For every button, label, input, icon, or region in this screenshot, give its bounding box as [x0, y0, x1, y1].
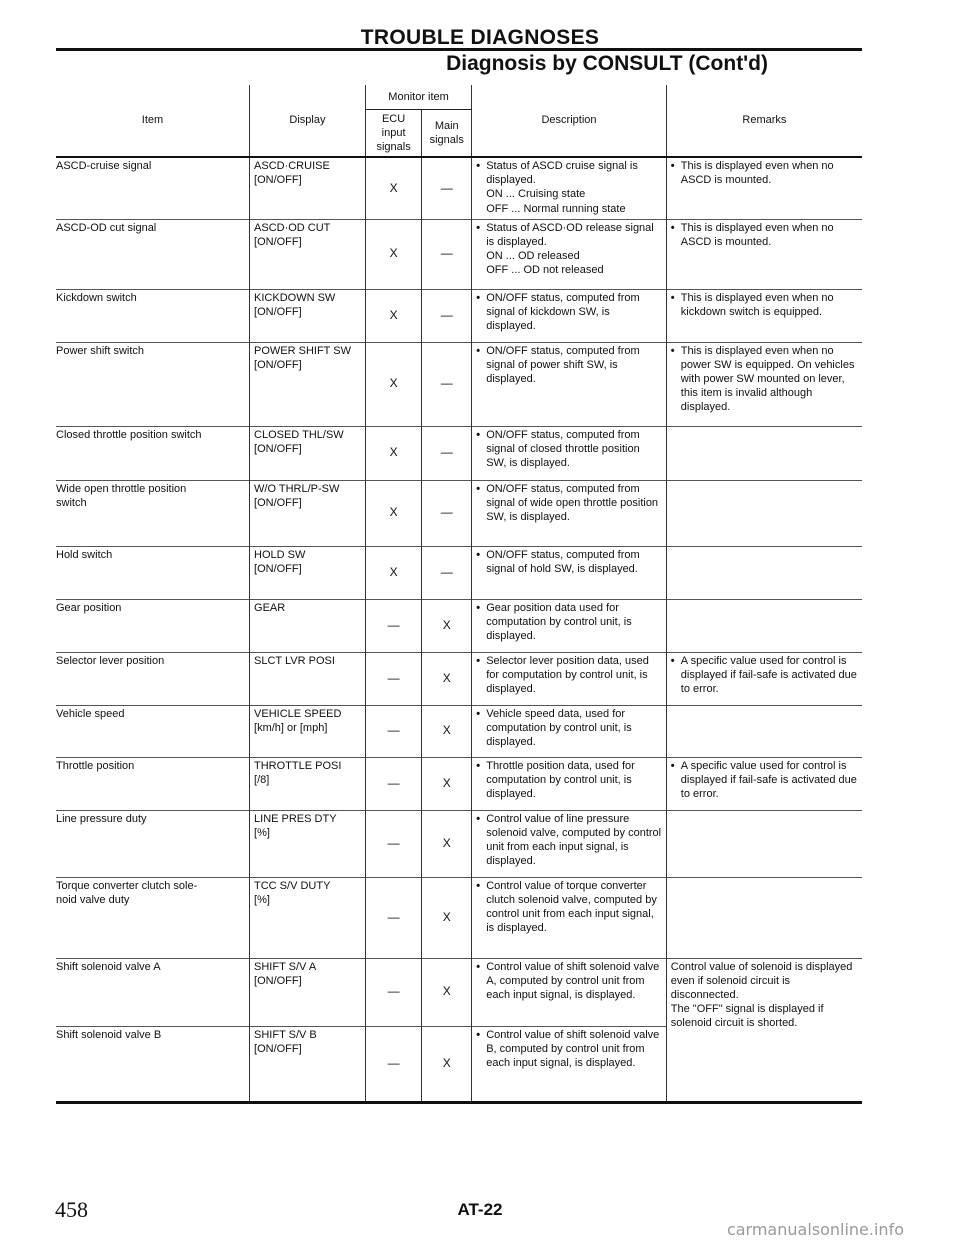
row-description: • Control value of shift solenoid valve B, computed by control unit from each input signal, is displayed.: [472, 1026, 667, 1102]
row-description: • ON/OFF status, computed from signal of closed throttle position SW, is displayed.: [472, 426, 667, 480]
table-row: [56, 157, 862, 219]
col-header-ecu-input: ECU input signals: [365, 110, 421, 158]
watermark: carmanualsonline.info: [726, 1220, 904, 1239]
row-main-mark: X: [422, 599, 472, 652]
diagnosis-table: [56, 85, 862, 1104]
row-item: Torque converter clutch sole- noid valve duty: [56, 879, 198, 906]
page-subtitle: Diagnosis by CONSULT (Cont'd): [446, 52, 768, 75]
row-main-mark: —: [422, 480, 472, 546]
row-description: • Control value of shift solenoid valve A, computed by control unit from each input signal, is displayed.: [472, 958, 667, 1026]
table-row: [56, 652, 862, 705]
row-description: • ON/OFF status, computed from signal of wide open throttle position SW, is displayed.: [472, 480, 667, 546]
table-body: [56, 157, 862, 1102]
col-header-main-signals: Main signals: [422, 110, 472, 158]
row-main-mark: X: [422, 958, 472, 1026]
col-header-display: Display: [250, 85, 366, 157]
row-item: Throttle position: [56, 759, 135, 772]
row-main-mark: —: [422, 426, 472, 480]
row-ecu-mark: —: [365, 757, 421, 810]
row-item: Wide open throttle position switch: [56, 482, 187, 509]
table-row: [56, 810, 862, 877]
row-remarks: [666, 810, 862, 877]
row-ecu-mark: X: [365, 157, 421, 219]
row-item: Shift solenoid valve B: [56, 1028, 162, 1041]
row-ecu-mark: —: [365, 1026, 421, 1102]
row-main-mark: —: [422, 219, 472, 289]
row-ecu-mark: X: [365, 342, 421, 426]
row-description: • ON/OFF status, computed from signal of hold SW, is displayed.: [472, 546, 667, 599]
row-main-mark: —: [422, 342, 472, 426]
table-row: [56, 757, 862, 810]
row-remarks: [666, 546, 862, 599]
row-description: • ON/OFF status, computed from signal of power shift SW, is displayed.: [472, 342, 667, 426]
row-description: • Throttle position data, used for computation by control unit, is displayed.: [472, 757, 667, 810]
row-ecu-mark: —: [365, 599, 421, 652]
row-main-mark: —: [422, 289, 472, 342]
row-remarks: • A specific value used for control is displayed if fail-safe is activated due to error.: [666, 652, 862, 705]
row-ecu-mark: —: [365, 958, 421, 1026]
table-row: [56, 705, 862, 757]
col-header-monitor-item: Monitor item: [365, 85, 471, 110]
row-ecu-mark: —: [365, 810, 421, 877]
row-remarks: • This is displayed even when no ASCD is mounted.: [666, 219, 862, 289]
row-item: Hold switch: [56, 548, 113, 561]
col-header-description: Description: [472, 85, 667, 157]
table-row: [56, 219, 862, 289]
row-remarks: [666, 705, 862, 757]
row-item: Vehicle speed: [56, 707, 125, 720]
row-main-mark: X: [422, 1026, 472, 1102]
table-row: [56, 289, 862, 342]
table-header: [56, 85, 862, 157]
row-display: CLOSED THL/SW [ON/OFF]: [250, 426, 366, 480]
row-display: THROTTLE POSI [/8]: [250, 757, 366, 810]
row-ecu-mark: —: [365, 705, 421, 757]
col-header-item: Item: [56, 85, 250, 157]
row-ecu-mark: —: [365, 652, 421, 705]
row-main-mark: —: [422, 546, 472, 599]
table-row: [56, 958, 862, 1026]
row-item: Selector lever position: [56, 654, 165, 667]
row-ecu-mark: X: [365, 289, 421, 342]
table-row: [56, 342, 862, 426]
row-display: SLCT LVR POSI: [250, 652, 366, 705]
row-remarks: • This is displayed even when no ASCD is mounted.: [666, 157, 862, 219]
row-main-mark: —: [422, 157, 472, 219]
row-display: ASCD·OD CUT [ON/OFF]: [250, 219, 366, 289]
row-display: W/O THRL/P-SW [ON/OFF]: [250, 480, 366, 546]
page-title: TROUBLE DIAGNOSES: [360, 26, 600, 49]
row-description: • Control value of line pressure solenoid valve, computed by control unit from each input signal, is displayed.: [472, 810, 667, 877]
row-remarks: [666, 877, 862, 958]
title-rule: [56, 48, 862, 51]
row-description: • ON/OFF status, computed from signal of kickdown SW, is displayed.: [472, 289, 667, 342]
row-remarks: [666, 426, 862, 480]
row-main-mark: X: [422, 652, 472, 705]
table-row: [56, 480, 862, 546]
row-description: • Status of ASCD cruise signal is displayed. ON ... Cruising state OFF ... Normal running state: [472, 157, 667, 219]
row-display: POWER SHIFT SW [ON/OFF]: [250, 342, 366, 426]
row-display: TCC S/V DUTY [%]: [250, 877, 366, 958]
row-description: • Gear position data used for computation by control unit, is displayed.: [472, 599, 667, 652]
row-remarks: • A specific value used for control is displayed if fail-safe is activated due to error.: [666, 757, 862, 810]
row-item: Shift solenoid valve A: [56, 960, 161, 973]
row-remarks: [666, 480, 862, 546]
row-display: VEHICLE SPEED [km/h] or [mph]: [250, 705, 366, 757]
row-main-mark: X: [422, 877, 472, 958]
row-description: • Control value of torque converter clutch solenoid valve, computed by control unit from each input signal, is displayed.: [472, 877, 667, 958]
row-display: LINE PRES DTY [%]: [250, 810, 366, 877]
row-main-mark: X: [422, 810, 472, 877]
row-item: ASCD-cruise signal: [56, 160, 152, 172]
row-item: Line pressure duty: [56, 812, 147, 825]
row-display: SHIFT S/V A [ON/OFF]: [250, 958, 366, 1026]
row-remarks: • This is displayed even when no kickdown switch is equipped.: [666, 289, 862, 342]
table-row: [56, 546, 862, 599]
row-main-mark: X: [422, 757, 472, 810]
row-item: Closed throttle position switch: [56, 428, 202, 441]
row-item: Gear position: [56, 601, 122, 614]
row-ecu-mark: X: [365, 426, 421, 480]
row-ecu-mark: X: [365, 546, 421, 599]
row-item: Kickdown switch: [56, 291, 137, 304]
row-ecu-mark: X: [365, 480, 421, 546]
row-display: GEAR: [250, 599, 366, 652]
row-remarks: Control value of solenoid is displayed even if solenoid circuit is disconnected. The "OFF" signal is displayed if solenoid circuit is shorted.: [666, 958, 862, 1102]
row-description: • Selector lever position data, used for computation by control unit, is displayed.: [472, 652, 667, 705]
row-remarks: • This is displayed even when no power SW is equipped. On vehicles with power SW mounted on lever, this item is invalid although displayed.: [666, 342, 862, 426]
table-row: [56, 877, 862, 958]
row-display: KICKDOWN SW [ON/OFF]: [250, 289, 366, 342]
row-remarks: [666, 599, 862, 652]
row-item: Power shift switch: [56, 344, 145, 357]
row-display: ASCD·CRUISE [ON/OFF]: [250, 157, 366, 219]
row-ecu-mark: —: [365, 877, 421, 958]
row-description: • Status of ASCD·OD release signal is displayed. ON ... OD released OFF ... OD not released: [472, 219, 667, 289]
row-main-mark: X: [422, 705, 472, 757]
row-display: SHIFT S/V B [ON/OFF]: [250, 1026, 366, 1102]
table-row: [56, 599, 862, 652]
table-row: [56, 426, 862, 480]
row-item: ASCD-OD cut signal: [56, 221, 157, 234]
row-display: HOLD SW [ON/OFF]: [250, 546, 366, 599]
row-description: • Vehicle speed data, used for computation by control unit, is displayed.: [472, 705, 667, 757]
page-number: 458: [55, 1197, 88, 1222]
row-ecu-mark: X: [365, 219, 421, 289]
page-code: AT-22: [457, 1200, 503, 1219]
col-header-remarks: Remarks: [666, 85, 862, 157]
